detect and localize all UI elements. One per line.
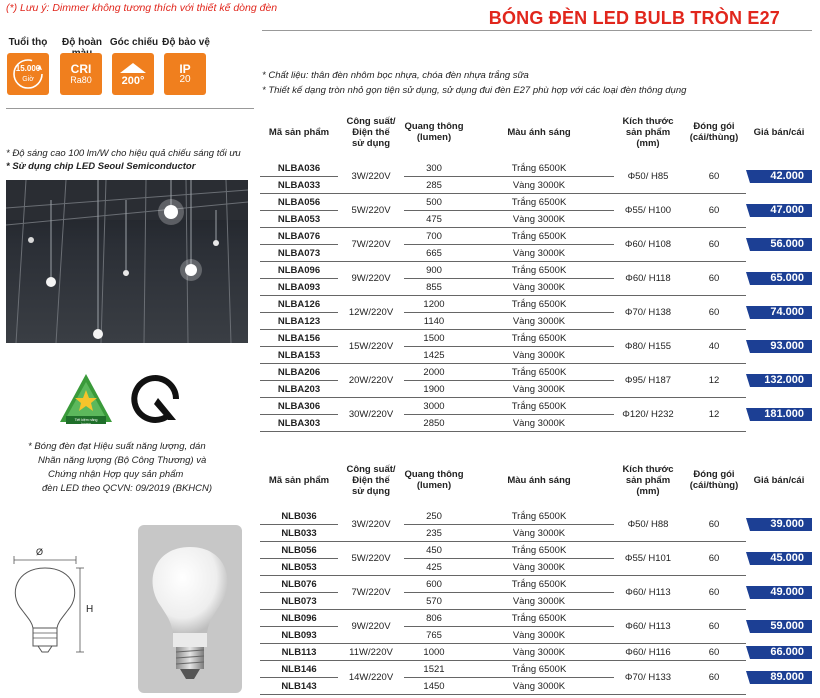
price-tag: 59.000: [750, 620, 812, 633]
color-cell: Vàng 3000K: [464, 678, 614, 695]
table-row: [260, 576, 812, 593]
power-cell: 5W/220V: [338, 542, 404, 576]
product-code: NLB146: [260, 661, 338, 678]
color-cell: Trắng 6500K: [464, 508, 614, 525]
pack-cell: 60: [682, 610, 746, 644]
color-cell: Vàng 3000K: [464, 644, 614, 661]
power-cell: 7W/220V: [338, 576, 404, 610]
energy-label-text: Tiết kiệm năng lượng: [74, 418, 98, 426]
color-cell: Vàng 3000K: [464, 381, 614, 398]
cri-icon: [60, 53, 102, 95]
product-code: NLBA033: [260, 177, 338, 194]
cri-ra: Ra80: [70, 75, 92, 85]
table-nlb: [260, 452, 812, 695]
size-cell: Φ60/ H113: [614, 576, 682, 610]
color-cell: Trắng 6500K: [464, 576, 614, 593]
header-size: Kích thước sản phẩm (mm): [622, 115, 674, 149]
price-tag: 49.000: [750, 586, 812, 599]
color-cell: Vàng 3000K: [464, 177, 614, 194]
header-power: Công suất/ Điện thế sử dụng: [346, 115, 396, 149]
product-code: NLBA093: [260, 279, 338, 296]
table-row: [260, 398, 812, 415]
power-cell: 14W/220V: [338, 661, 404, 695]
color-cell: Vàng 3000K: [464, 211, 614, 228]
price-cell: [746, 160, 812, 194]
size-cell: Φ55/ H101: [614, 542, 682, 576]
brightness-note: * Độ sáng cao 100 lm/W cho hiệu quả chiếu sáng tối ưu: [6, 148, 241, 159]
price-cell: [746, 398, 812, 432]
price-tag: 93.000: [750, 340, 812, 353]
cert-line-1: * Bóng đèn đạt Hiệu suất năng lượng, dán: [28, 441, 206, 452]
price-tag: 89.000: [750, 671, 812, 684]
ip-label: IP: [179, 62, 191, 76]
color-cell: Trắng 6500K: [464, 330, 614, 347]
product-code: NLB036: [260, 508, 338, 525]
pack-cell: 60: [682, 508, 746, 542]
power-cell: 3W/220V: [338, 160, 404, 194]
header-pack: Đóng gói (cái/thùng): [689, 121, 739, 143]
price-cell: [746, 194, 812, 228]
beam-angle-icon: [112, 53, 154, 95]
size-cell: Φ50/ H88: [614, 508, 682, 542]
price-cell: [746, 330, 812, 364]
pack-cell: 60: [682, 228, 746, 262]
cert-line-4: đèn LED theo QCVN: 09/2019 (BKHCN): [42, 483, 213, 494]
lifetime-icon: [7, 53, 49, 95]
product-code: NLBA123: [260, 313, 338, 330]
design-note: * Thiết kế dạng tròn nhỏ gọn tiện sử dụng, sử dụng đui đèn E27 phù hợp với các loại đèn thông dụng: [262, 85, 687, 96]
lumen-cell: 425: [404, 559, 464, 576]
price-cell: [746, 228, 812, 262]
price-tag: 65.000: [750, 272, 812, 285]
product-code: NLBA096: [260, 262, 338, 279]
price-cell: [746, 610, 812, 644]
pack-cell: 12: [682, 398, 746, 432]
lumen-cell: 570: [404, 593, 464, 610]
lumen-cell: 900: [404, 262, 464, 279]
lumen-cell: 665: [404, 245, 464, 262]
product-code: NLBA306: [260, 398, 338, 415]
lumen-cell: 235: [404, 525, 464, 542]
product-code: NLB033: [260, 525, 338, 542]
product-code: NLBA206: [260, 364, 338, 381]
power-cell: 3W/220V: [338, 508, 404, 542]
qr-certification-logo: [130, 374, 180, 424]
table-nlba: [260, 104, 812, 432]
product-code: NLB056: [260, 542, 338, 559]
pack-cell: 60: [682, 160, 746, 194]
table-row: [260, 610, 812, 627]
color-cell: Vàng 3000K: [464, 279, 614, 296]
pack-cell: 60: [682, 644, 746, 661]
color-cell: Trắng 6500K: [464, 661, 614, 678]
pack-cell: 12: [682, 364, 746, 398]
color-cell: Vàng 3000K: [464, 313, 614, 330]
price-tag: 39.000: [750, 518, 812, 531]
header-code: Mã sản phẩm: [268, 126, 330, 138]
lumen-cell: 475: [404, 211, 464, 228]
table-row: [260, 644, 812, 661]
header-lumen: Quang thông (lumen): [404, 121, 464, 143]
lumen-cell: 300: [404, 160, 464, 177]
pack-cell: 60: [682, 296, 746, 330]
product-code: NLB143: [260, 678, 338, 695]
lumen-cell: 1450: [404, 678, 464, 695]
lumen-cell: 3000: [404, 398, 464, 415]
ip-rating-icon: [164, 53, 206, 95]
size-cell: Φ60/ H116: [614, 644, 682, 661]
page-title: BÓNG ĐÈN LED BULB TRÒN E27: [488, 8, 780, 28]
power-cell: 5W/220V: [338, 194, 404, 228]
lumen-cell: 285: [404, 177, 464, 194]
pack-cell: 60: [682, 661, 746, 695]
lumen-cell: 1500: [404, 330, 464, 347]
price-tag: 47.000: [750, 204, 812, 217]
color-cell: Trắng 6500K: [464, 398, 614, 415]
product-code: NLBA073: [260, 245, 338, 262]
product-code: NLBA203: [260, 381, 338, 398]
price-tag: 56.000: [750, 238, 812, 251]
price-cell: [746, 542, 812, 576]
pack-cell: 60: [682, 194, 746, 228]
power-cell: 11W/220V: [338, 644, 404, 661]
size-cell: Φ70/ H133: [614, 661, 682, 695]
lumen-cell: 765: [404, 627, 464, 644]
power-cell: 9W/220V: [338, 610, 404, 644]
color-cell: Vàng 3000K: [464, 627, 614, 644]
height-label: H: [86, 604, 94, 615]
cert-line-3: Chứng nhận Hợp quy sản phẩm: [48, 469, 184, 480]
size-cell: Φ120/ H232: [614, 398, 682, 432]
lumen-cell: 450: [404, 542, 464, 559]
table-row: [260, 160, 812, 177]
product-code: NLBA303: [260, 415, 338, 432]
size-cell: Φ95/ H187: [614, 364, 682, 398]
color-cell: Trắng 6500K: [464, 194, 614, 211]
price-cell: [746, 644, 812, 661]
product-code: NLB053: [260, 559, 338, 576]
lumen-cell: 855: [404, 279, 464, 296]
feature-label-ip: Độ bảo vệ: [162, 37, 210, 48]
size-cell: Φ60/ H118: [614, 262, 682, 296]
chip-note: * Sử dụng chip LED Seoul Semiconductor: [6, 161, 196, 172]
price-cell: [746, 364, 812, 398]
lifetime-unit: Giờ: [22, 76, 34, 83]
pack-cell: 60: [682, 576, 746, 610]
size-cell: Φ55/ H100: [614, 194, 682, 228]
price-cell: [746, 262, 812, 296]
color-cell: Trắng 6500K: [464, 296, 614, 313]
cert-line-2: Nhãn năng lượng (Bộ Công Thương) và: [38, 455, 207, 466]
header-color: Màu ánh sáng: [507, 474, 571, 486]
compatibility-note: (*) Lưu ý: Dimmer không tương thích với thiết kế dòng đèn: [6, 2, 278, 14]
power-cell: 30W/220V: [338, 398, 404, 432]
header-lumen: Quang thông (lumen): [404, 469, 464, 491]
size-cell: Φ80/ H155: [614, 330, 682, 364]
color-cell: Vàng 3000K: [464, 559, 614, 576]
product-code: NLBA056: [260, 194, 338, 211]
color-cell: Vàng 3000K: [464, 415, 614, 432]
lumen-cell: 1200: [404, 296, 464, 313]
color-cell: Vàng 3000K: [464, 245, 614, 262]
title-divider: [262, 30, 812, 31]
lumen-cell: 700: [404, 228, 464, 245]
color-cell: Trắng 6500K: [464, 160, 614, 177]
power-cell: 9W/220V: [338, 262, 404, 296]
product-code: NLBA156: [260, 330, 338, 347]
header-price: Giá bán/cái: [753, 126, 805, 138]
ip-value: 20: [179, 74, 191, 85]
color-cell: Trắng 6500K: [464, 610, 614, 627]
pack-cell: 60: [682, 262, 746, 296]
header-color: Màu ánh sáng: [507, 126, 571, 138]
table-row: [260, 228, 812, 245]
lumen-cell: 1521: [404, 661, 464, 678]
price-tag: 74.000: [750, 306, 812, 319]
product-code: NLB076: [260, 576, 338, 593]
size-cell: Φ60/ H113: [614, 610, 682, 644]
size-cell: Φ50/ H85: [614, 160, 682, 194]
price-tag: 181.000: [750, 408, 812, 421]
color-cell: Trắng 6500K: [464, 228, 614, 245]
bulb-photo: [138, 525, 242, 693]
header-size: Kích thước sản phẩm (mm): [622, 463, 674, 497]
lumen-cell: 1140: [404, 313, 464, 330]
power-cell: 7W/220V: [338, 228, 404, 262]
pack-cell: 60: [682, 542, 746, 576]
product-code: NLBA053: [260, 211, 338, 228]
installation-photo: [6, 180, 248, 343]
price-tag: 132.000: [750, 374, 812, 387]
lumen-cell: 1900: [404, 381, 464, 398]
header-power: Công suất/ Điện thế sử dụng: [346, 463, 396, 497]
product-code: NLBA036: [260, 160, 338, 177]
price-cell: [746, 661, 812, 695]
feature-label-lifetime: Tuổi thọ: [8, 37, 48, 48]
table-row: [260, 330, 812, 347]
cri-value: CRI: [70, 62, 92, 76]
product-code: NLBA126: [260, 296, 338, 313]
color-cell: Trắng 6500K: [464, 364, 614, 381]
price-cell: [746, 296, 812, 330]
lumen-cell: 2000: [404, 364, 464, 381]
product-code: NLB113: [260, 644, 338, 661]
color-cell: Vàng 3000K: [464, 593, 614, 610]
lumen-cell: 1000: [404, 644, 464, 661]
color-cell: Trắng 6500K: [464, 542, 614, 559]
product-code: NLB073: [260, 593, 338, 610]
product-code: NLB093: [260, 627, 338, 644]
power-cell: 20W/220V: [338, 364, 404, 398]
lifetime-value: 15.000: [15, 64, 41, 73]
feature-label-beam: Góc chiếu: [109, 37, 159, 48]
price-tag: 45.000: [750, 552, 812, 565]
color-cell: Vàng 3000K: [464, 347, 614, 364]
left-divider: [6, 108, 254, 109]
lumen-cell: 806: [404, 610, 464, 627]
material-note: * Chất liệu: thân đèn nhôm bọc nhựa, chóa đèn nhựa trắng sữa: [262, 70, 529, 81]
price-cell: [746, 576, 812, 610]
pack-cell: 40: [682, 330, 746, 364]
table-row: [260, 364, 812, 381]
header-pack: Đóng gói (cái/thùng): [689, 469, 739, 491]
diameter-label: Ø: [36, 547, 44, 557]
beam-angle-value: 200°: [121, 75, 145, 87]
size-cell: Φ60/ H108: [614, 228, 682, 262]
color-cell: Vàng 3000K: [464, 525, 614, 542]
price-cell: [746, 508, 812, 542]
power-cell: 15W/220V: [338, 330, 404, 364]
table-row: [260, 194, 812, 211]
table-row: [260, 508, 812, 525]
price-tag: 66.000: [750, 646, 812, 659]
table-row: [260, 262, 812, 279]
table-row: [260, 296, 812, 313]
size-cell: Φ70/ H138: [614, 296, 682, 330]
feature-label-cri: Độ hoàn: [62, 37, 102, 48]
lumen-cell: 500: [404, 194, 464, 211]
table-row: [260, 661, 812, 678]
lumen-cell: 600: [404, 576, 464, 593]
product-code: NLBA076: [260, 228, 338, 245]
lumen-cell: 250: [404, 508, 464, 525]
lumen-cell: 1425: [404, 347, 464, 364]
product-code: NLBA153: [260, 347, 338, 364]
header-code: Mã sản phẩm: [268, 474, 330, 486]
price-tag: 42.000: [750, 170, 812, 183]
color-cell: Trắng 6500K: [464, 262, 614, 279]
lumen-cell: 2850: [404, 415, 464, 432]
product-code: NLB096: [260, 610, 338, 627]
table-row: [260, 542, 812, 559]
header-price: Giá bán/cái: [753, 474, 805, 486]
power-cell: 12W/220V: [338, 296, 404, 330]
